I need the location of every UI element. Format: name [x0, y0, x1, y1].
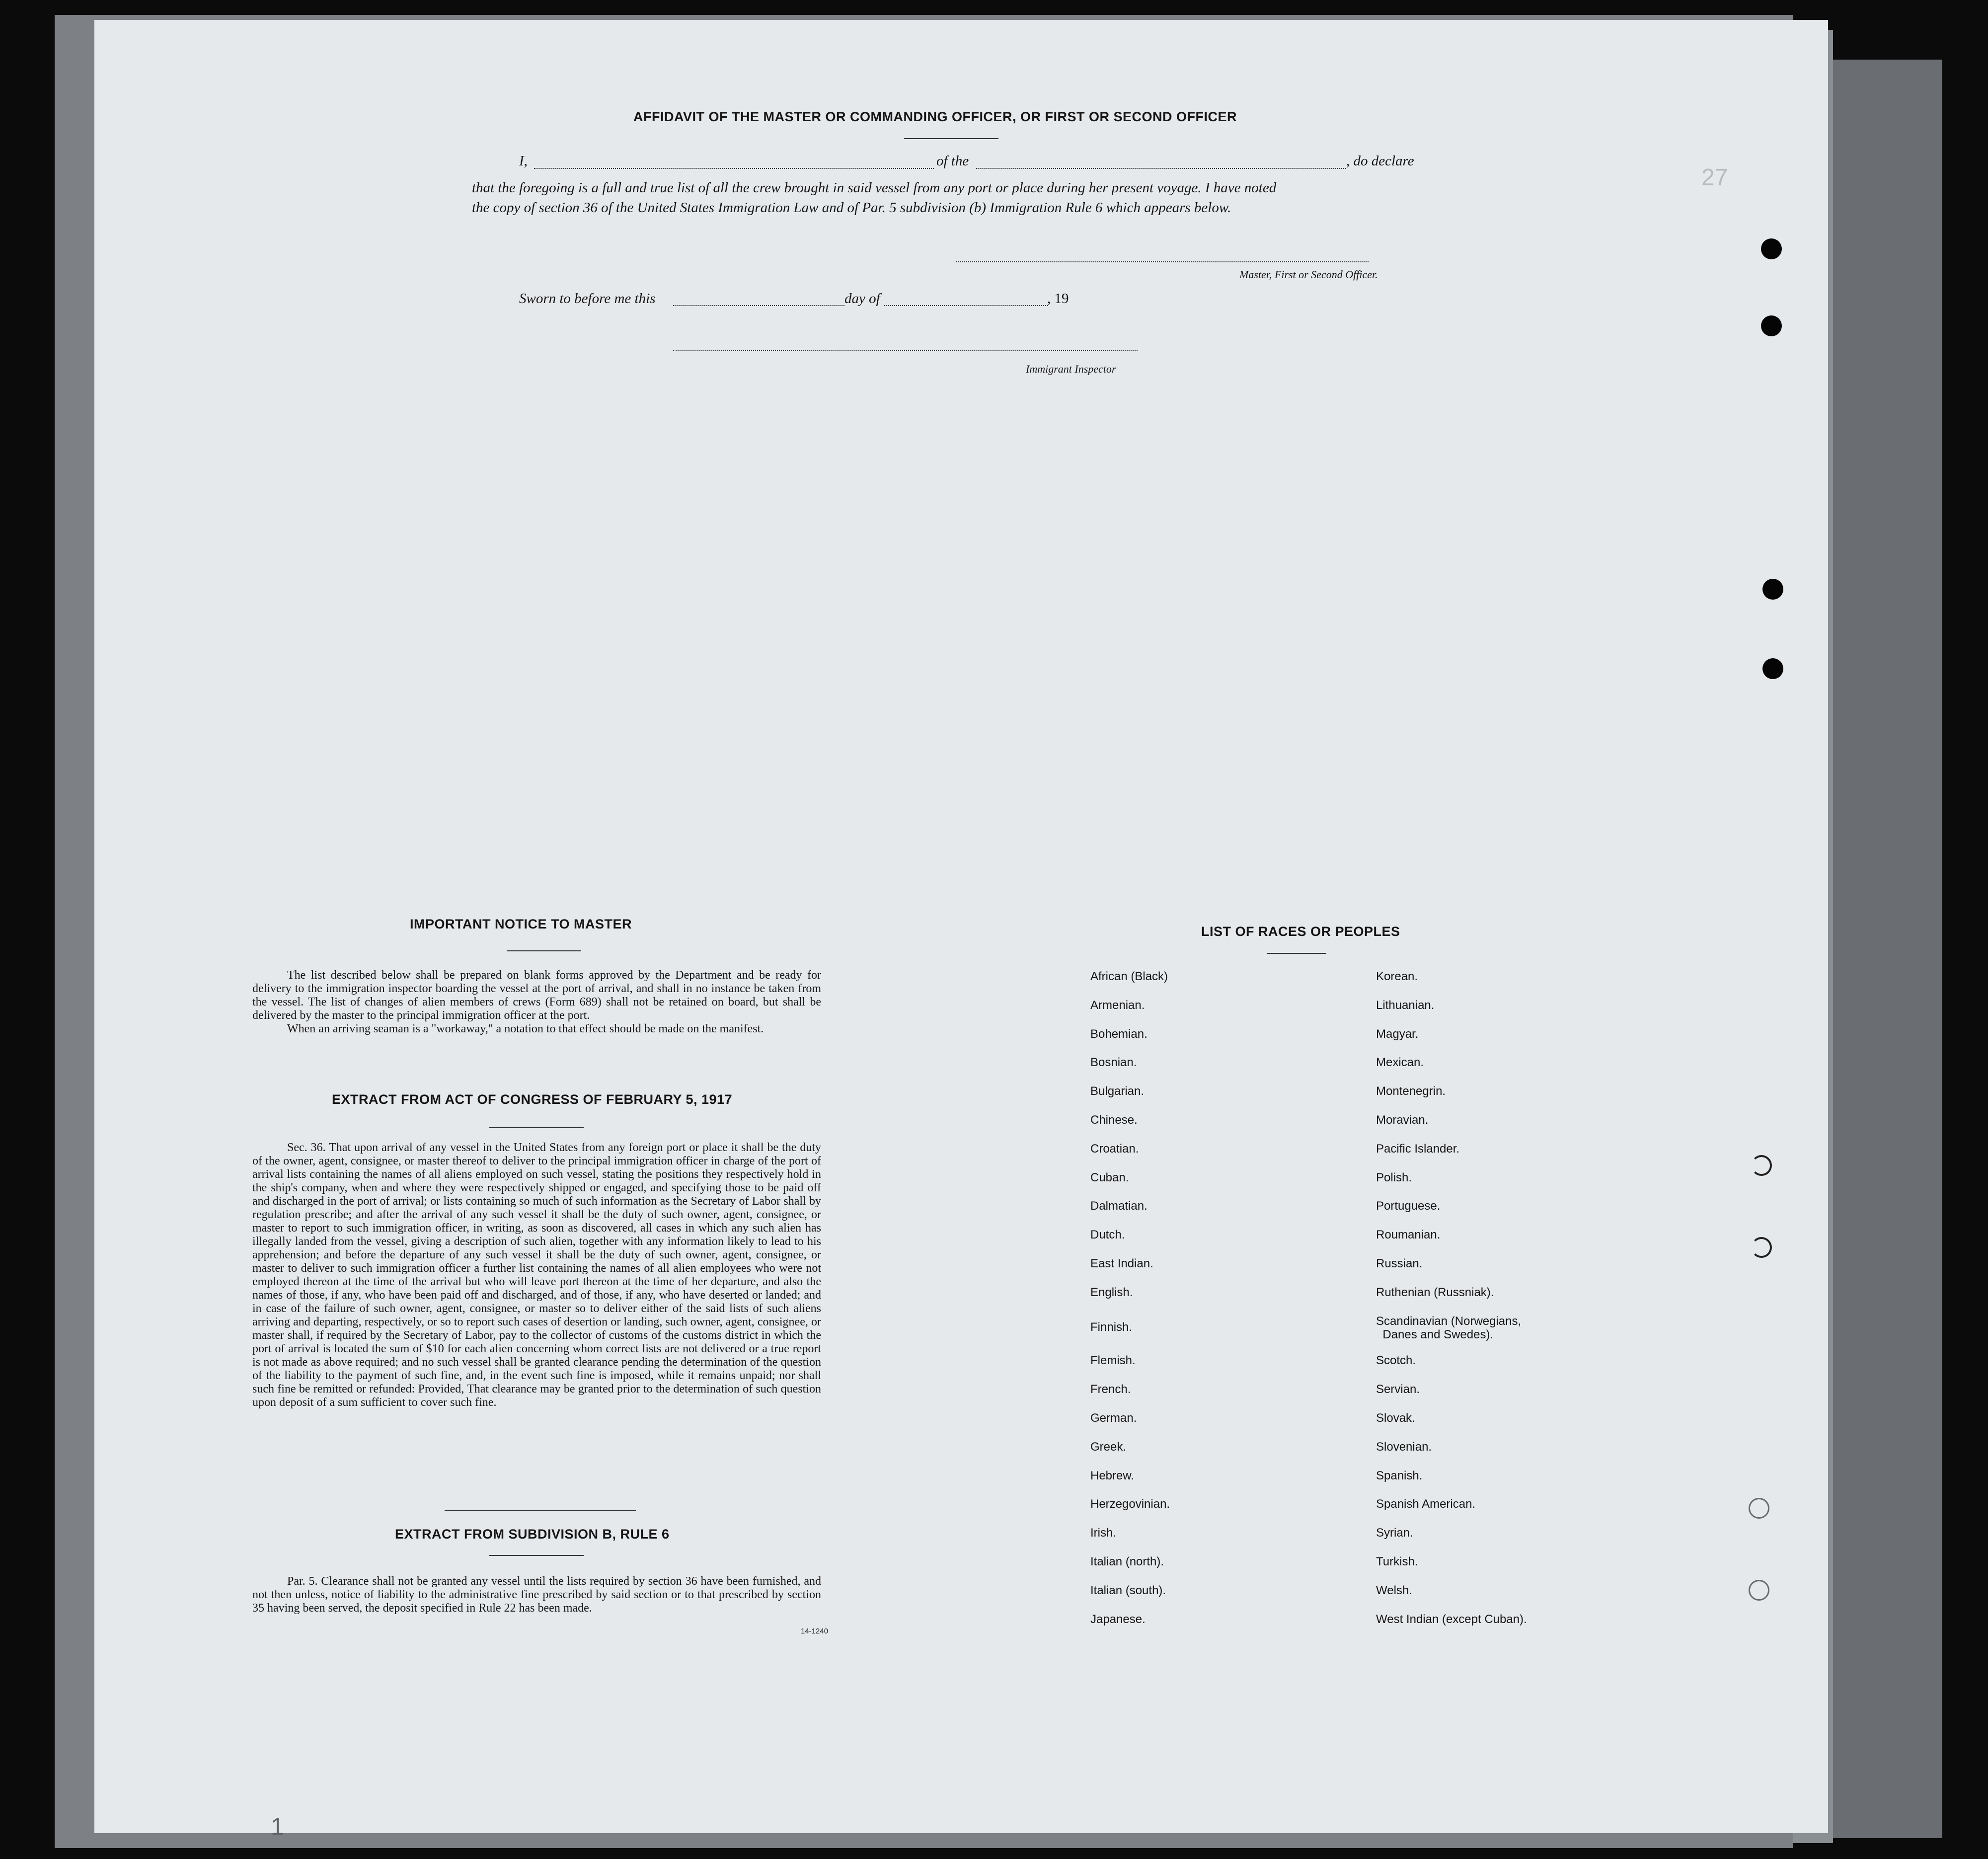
race-item: Montenegrin.	[1376, 1084, 1446, 1098]
race-item: Magyar.	[1376, 1027, 1419, 1041]
extract-act-underline	[489, 1127, 584, 1128]
race-item: Ruthenian (Russniak).	[1376, 1285, 1494, 1299]
extract-act-paragraph: Sec. 36. That upon arrival of any vessel in the United States from any foreign port or place it shall be the duty of the owner, agent, consignee, or master thereof to deliver to the principal immigration officer in charge of the port of arrival lists containing the names of all aliens employed on such vessel, stating the positions they respectively hold in the ship's company, when and where they were respectively shipped or engaged, and specifying those to be paid off and discharged in the port of arrival; or lists containing so much of such information as the Secretary of Labor shall by regulation prescribe; and after the arrival of any such vessel it shall be the duty of such owner, agent, consignee, or master to report to such immigration officer, in writing, as soon as discovered, all cases in which any such alien has illegally landed from the vessel, giving a description of such alien, together with any information likely to lead to his apprehension; and before the departure of any such vessel it shall be the duty of such owner, agent, consignee, or master to deliver to such immigration officer a further list containing the names of all alien employees who were not employed thereon at the time of the arrival but who will leave port thereon at the time of her departure, and also the names of those, if any, who have been paid off and discharged, and of those, if any, who have deserted or landed; and in case of the failure of such owner, agent, consignee, or master so to deliver either of the said lists of such aliens arriving and departing, respectively, or so to report such cases of desertion or landing, such owner, agent, consignee, or master shall, if required by the Secretary of Labor, pay to the collector of customs of the customs district in which the port of arrival is located the sum of $10 for each alien concerning whom correct lists are not delivered or a true report is not made as above required; and no such vessel shall be granted clearance pending the determination of the question of the liability to the payment of such fine, and, in the event such fine is imposed, while it remains unpaid; nor shall such fine be remitted or refunded: Provided, That clearance may be granted prior to the determination of such question upon deposit of a sum sufficient to cover such fine.	[252, 1141, 821, 1409]
race-item: Dutch.	[1090, 1228, 1125, 1242]
sworn-month-field[interactable]	[884, 305, 1048, 306]
race-item: Bohemian.	[1090, 1027, 1147, 1041]
section-divider	[445, 1510, 636, 1511]
officer-signature-field[interactable]	[956, 261, 1369, 262]
binder-hole-icon	[1749, 1498, 1769, 1519]
race-item: Irish.	[1090, 1526, 1117, 1540]
vessel-label: of the	[936, 153, 969, 169]
race-item: Bosnian.	[1090, 1056, 1137, 1070]
notice-paragraph: When an arriving seaman is a "workaway," a notation to that effect should be made on the manifest.	[287, 1022, 764, 1035]
binder-hole-icon	[1749, 1580, 1769, 1601]
race-item: Finnish.	[1090, 1320, 1133, 1334]
declarant-label: I,	[519, 153, 528, 169]
inspector-signature-field[interactable]	[673, 350, 1138, 351]
binder-hole-icon	[1762, 658, 1783, 679]
race-item: Armenian.	[1090, 998, 1145, 1012]
extract-act-title: EXTRACT FROM ACT OF CONGRESS OF FEBRUARY 5, 1917	[332, 1092, 733, 1107]
form-number: 14-1240	[801, 1627, 829, 1635]
race-item: Greek.	[1090, 1440, 1127, 1454]
race-item: Servian.	[1376, 1383, 1420, 1396]
extract-act-text	[252, 1141, 821, 1409]
binder-hole-icon	[1751, 1155, 1772, 1176]
inspector-label: Immigrant Inspector	[1026, 363, 1116, 375]
race-item: Scandinavian (Norwegians, Danes and Swedes).	[1376, 1314, 1522, 1341]
race-item: Russian.	[1376, 1257, 1423, 1270]
race-item: Mexican.	[1376, 1056, 1424, 1070]
extract-rule-underline	[489, 1555, 584, 1556]
race-item: Portuguese.	[1376, 1199, 1441, 1213]
race-item: English.	[1090, 1285, 1133, 1299]
race-item: Spanish.	[1376, 1469, 1423, 1482]
race-item: Lithuanian.	[1376, 998, 1435, 1012]
race-item: Welsh.	[1376, 1583, 1412, 1597]
race-item: Flemish.	[1090, 1354, 1136, 1368]
title-underline	[904, 138, 998, 139]
race-item: Slovak.	[1376, 1411, 1415, 1425]
race-item: Japanese.	[1090, 1612, 1146, 1626]
race-item: Korean.	[1376, 970, 1418, 983]
notice-text	[252, 969, 821, 1036]
declare-label: , do declare	[1346, 153, 1414, 169]
year-label: , 19	[1047, 291, 1069, 307]
margin-mark-top: 27	[1701, 164, 1728, 191]
day-of-label: day of	[844, 291, 880, 307]
notice-underline	[507, 950, 581, 951]
race-item: Slovenian.	[1376, 1440, 1432, 1454]
margin-mark-bottom: 1	[271, 1814, 284, 1840]
binder-hole-icon	[1761, 315, 1782, 336]
binder-hole-icon	[1751, 1237, 1772, 1258]
race-item: Chinese.	[1090, 1113, 1138, 1127]
binder-hole-icon	[1762, 579, 1783, 600]
form-page	[94, 20, 1828, 1840]
sworn-label: Sworn to before me this	[519, 291, 656, 307]
race-item: Hebrew.	[1090, 1469, 1135, 1482]
races-underline	[1267, 953, 1326, 954]
race-item: German.	[1090, 1411, 1137, 1425]
affidavit-line-2: that the foregoing is a full and true list of all the crew brought in said vessel from any port or place during her present voyage. I have noted	[472, 180, 1277, 196]
race-item: Pacific Islander.	[1376, 1142, 1460, 1156]
race-item: Italian (north).	[1090, 1555, 1164, 1568]
race-item: Herzegovinian.	[1090, 1497, 1170, 1511]
extract-rule-text	[252, 1575, 821, 1615]
officer-label: Master, First or Second Officer.	[1239, 268, 1378, 281]
race-item: East Indian.	[1090, 1257, 1153, 1270]
race-item: Croatian.	[1090, 1142, 1139, 1156]
race-item: Spanish American.	[1376, 1497, 1476, 1511]
notice-paragraph: The list described below shall be prepared on blank forms approved by the Department and be ready for delivery to the immigration inspector boarding the vessel at the port of arrival, and shall in no instance be taken from the vessel. The list of changes of alien members of crews (Form 689) shall not be retained on board, but shall be delivered by the master to the principal immigration officer at the port.	[252, 969, 821, 1022]
extract-rule-paragraph: Par. 5. Clearance shall not be granted any vessel until the lists required by section 36 have been furnished, and not then unless, notice of liability to the administrative fine prescribed by said section or to that prescribed by section 35 having been served, the deposit specified in Rule 22 has been made.	[252, 1575, 821, 1615]
affidavit-line-3: the copy of section 36 of the United States Immigration Law and of Par. 5 subdivision (b) Immigration Rule 6 which appears below.	[472, 200, 1231, 216]
race-item: Polish.	[1376, 1170, 1412, 1184]
notice-title: IMPORTANT NOTICE TO MASTER	[410, 917, 632, 931]
affidavit-title: AFFIDAVIT OF THE MASTER OR COMMANDING OFFICER, OR FIRST OR SECOND OFFICER	[633, 109, 1237, 124]
race-item: Moravian.	[1376, 1113, 1429, 1127]
races-title: LIST OF RACES OR PEOPLES	[1201, 924, 1400, 939]
race-item: Turkish.	[1376, 1555, 1418, 1568]
vessel-name-field[interactable]	[976, 168, 1346, 169]
extract-rule-title: EXTRACT FROM SUBDIVISION B, RULE 6	[395, 1527, 670, 1542]
race-item: Scotch.	[1376, 1354, 1416, 1368]
binder-hole-icon	[1761, 238, 1782, 259]
race-item: Bulgarian.	[1090, 1084, 1145, 1098]
sworn-day-field[interactable]	[673, 305, 844, 306]
race-item: African (Black)	[1090, 970, 1168, 983]
race-item: Roumanian.	[1376, 1228, 1441, 1242]
race-item: Dalmatian.	[1090, 1199, 1147, 1213]
race-item: Cuban.	[1090, 1170, 1129, 1184]
declarant-name-field[interactable]	[534, 168, 934, 169]
race-item: Italian (south).	[1090, 1583, 1166, 1597]
race-item: Syrian.	[1376, 1526, 1413, 1540]
race-item: West Indian (except Cuban).	[1376, 1612, 1527, 1626]
race-item: French.	[1090, 1383, 1131, 1396]
